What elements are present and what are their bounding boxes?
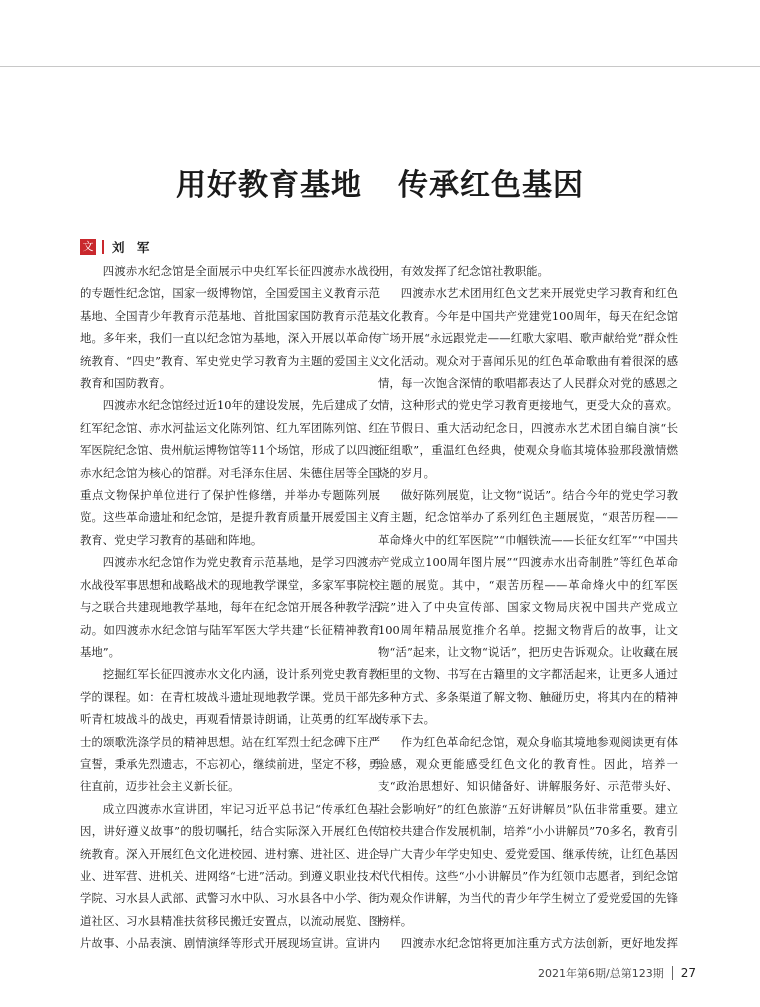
paragraph: 四渡赤水纪念馆作为党史教育示范基地，是学习四渡赤水战役军事思想和战略战术的现地教学课堂，多家军事院校与之联合共建现地教学基地，每年在纪念馆开展各种教学活动。如四渡赤水纪念馆与陆军军医大学共建“长征精神教育基地”。 xyxy=(80,555,380,659)
paragraph: 四渡赤水纪念馆经过近10年的建设发展，先后建成了女红军纪念馆、赤水河盐运文化陈列馆、红九军团陈列馆、红军医院纪念馆、贵州航运博物馆等11个场馆，形成了以四渡赤水纪念馆为核心的馆群。对毛泽东住居、朱德住居等全国重点文物保护单位进行了保护性修缮，并举办专题陈列展览。这些革命遗址和纪念馆，是提升教育质量开展爱国主义教育、党史学习教育的基础和阵地。 xyxy=(80,398,380,547)
page-footer xyxy=(538,965,696,981)
paragraph: 成立四渡赤水宣讲团，牢记习近平总书记“传承红色基因，讲好遵义故事”的殷切嘱托，结合实际深入开展红色传统教育。深入开展红色文化进校园、进村寨、进社区、进企业、进军营、进机关、进网络“七进”活动。到遵义职业技术学院、习水县人武部、武警习水中队、习水县各中小学、街道社区、习水县精准扶贫移民搬迁安置点，以流动展览、图片故事、小品表演、剧情演绎等形式开展现场宣讲。宣讲内 xyxy=(80,801,380,950)
title-part-1: 用好教育基地 xyxy=(176,168,362,203)
right-column xyxy=(378,260,678,950)
page-number: 27 xyxy=(680,966,696,980)
paragraph-continuation: 用，有效发挥了纪念馆社教职能。 xyxy=(378,264,549,278)
left-column xyxy=(80,260,380,950)
closing-text: 四渡赤水纪念馆将更加注重方式方法创新，更好地发挥 xyxy=(400,936,678,950)
byline-divider xyxy=(102,240,104,254)
paragraph: 挖掘红军长征四渡赤水文化内涵，设计系列党史教育教学的课程。如：在青杠坡战斗遗址现地教学课。党员干部先听青杠坡战斗的战史，再观看情景诗朗诵，让英勇的红军战士的颂歌洗涤学员的精神思想。站在红军烈士纪念碑下庄严宣誓，秉承先烈遗志，不忘初心，继续前进，坚定不移，勇往直前，迈步社会主义新长征。 xyxy=(80,667,380,794)
header-rule xyxy=(0,66,760,67)
issue-info: 2021年第6期/总第123期 xyxy=(538,967,664,980)
article-title xyxy=(0,160,760,204)
footer-divider xyxy=(672,966,673,980)
title-part-2: 传承红色基因 xyxy=(398,168,584,203)
paragraph: 四渡赤水艺术团用红色文艺来开展党史学习教育和红色文化教育。今年是中国共产党建党100周年，每天在纪念馆广场开展“永远跟党走——红歌大家唱、歌声献给党”群众性文化活动。观众对于喜闻乐见的红色革命歌曲有着很深的感情，每一次饱含深情的歌唱都表达了人民群众对党的感恩之情，这种形式的党史学习教育更接地气，更受大众的喜欢。在节假日、重大活动纪念日，四渡赤水艺术团自编自演“长征组歌”，重温红色经典，使观众身临其境体验那段激情燃烧的岁月。 xyxy=(378,286,678,480)
paragraph: 做好陈列展览，让文物“说话”。结合今年的党史学习教育主题，纪念馆举办了系列红色主题展览，“艰苦历程——革命烽火中的红军医院”“巾帼铁流——长征女红军”“中国共产党成立100周年图片展”“四渡赤水出奇制胜”等红色革命主题的展览。其中，“艰苦历程——革命烽火中的红军医院”进入了中央宣传部、国家文物局庆祝中国共产党成立100周年精品展览推介名单。挖掘文物背后的故事，让文物“活”起来，让文物“说话”，把历史告诉观众。让收藏在展柜里的文物、书写在古籍里的文字都活起来，让更多人通过多种方式、多条渠道了解文物、触碰历史，将其内在的精神传承下去。 xyxy=(378,488,678,727)
byline-tag: 文 xyxy=(80,239,96,255)
paragraph: 四渡赤水纪念馆是全面展示中央红军长征四渡赤水战役的专题性纪念馆，国家一级博物馆，全国爱国主义教育示范基地、全国青少年教育示范基地、首批国家国防教育示范基地。多年来，我们一直以纪念馆为基地，深入开展以革命传统教育、“四史”教育、军史党史学习教育为主题的爱国主义教育和国防教育。 xyxy=(80,264,380,391)
byline xyxy=(80,238,153,256)
byline-author: 刘 军 xyxy=(112,240,154,255)
closing-paragraph xyxy=(378,932,678,950)
paragraph: 作为红色革命纪念馆，观众身临其境地参观阅读更有体验感，观众更能感受红色文化的教育性。因此，培养一支“政治思想好、知识储备好、讲解服务好、示范带头好、社会影响好”的红色旅游“五好讲解员”队伍非常重要。建立馆校共建合作发展机制，培养“小小讲解员”70多名，教育引导广大青少年学史知史、爱党爱国、继承传统，让红色基因代代相传。这些“小小讲解员”作为红领巾志愿者，到纪念馆为观众作讲解，为当代的青少年学生树立了爱党爱国的先锋榜样。 xyxy=(378,734,678,928)
